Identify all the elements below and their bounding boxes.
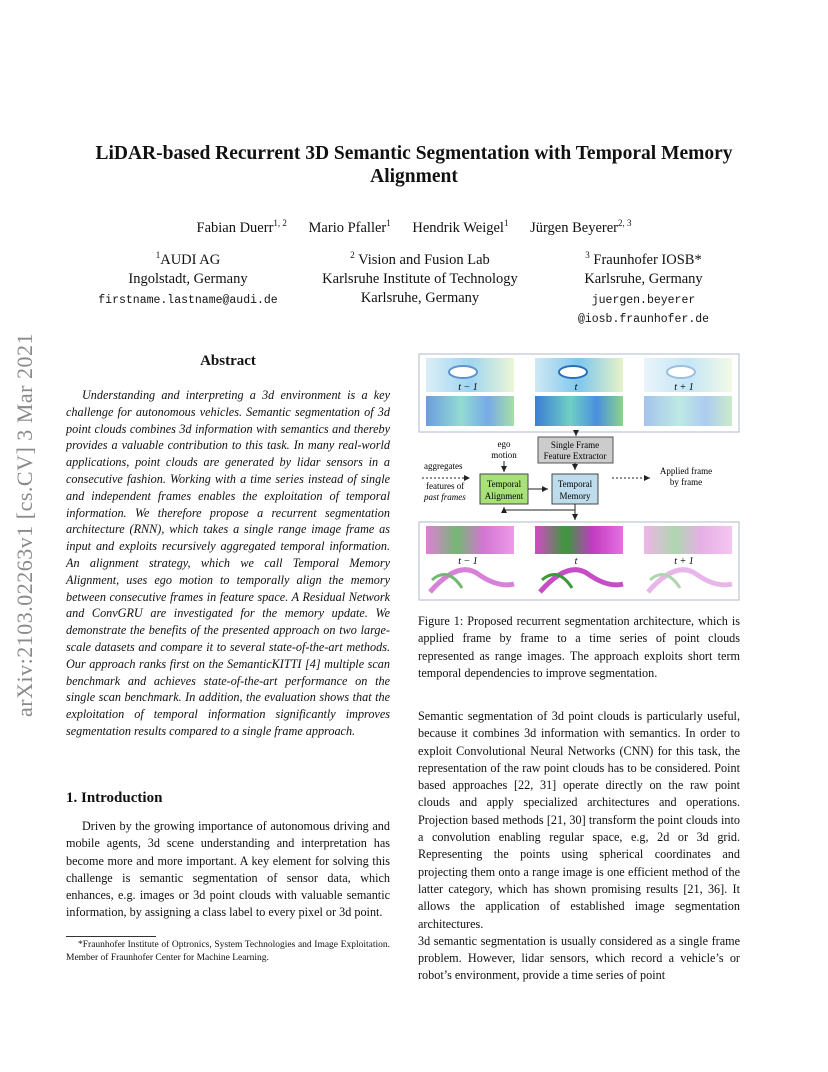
footnote: *Fraunhofer Institute of Optronics, System Technologies and Image Exploitation. Member of Fraunhofer Center for Machine Learning.: [66, 940, 390, 963]
range-image: [535, 396, 623, 426]
section-heading: 1. Introduction: [66, 790, 163, 806]
email: firstname.lastname@audi.de: [98, 293, 278, 307]
segmented-range-image: [644, 526, 732, 554]
svg-text:Alignment: Alignment: [484, 491, 524, 501]
author: Mario Pfaller$^1$: [308, 218, 391, 236]
applied-label: Applied frame: [659, 466, 713, 476]
frame-label: t + 1: [674, 382, 694, 393]
email: @iosb.fraunhofer.de: [577, 312, 710, 326]
abstract-heading: Abstract: [200, 353, 256, 369]
aggregates-label: aggregates: [424, 461, 463, 471]
figure-architecture: [418, 352, 740, 602]
author: Fabian Duerr$^{1, 2}$: [196, 218, 287, 236]
output-frame-t: [535, 526, 623, 592]
segmented-range-image: [426, 526, 514, 554]
frame-label: t + 1: [674, 556, 694, 567]
frame-label: t − 1: [458, 556, 478, 567]
past-frames-label: past frames: [424, 492, 466, 502]
svg-text:Memory: Memory: [559, 491, 591, 501]
applied-label: by frame: [669, 477, 703, 487]
body-paragraph: 3d semantic segmentation is usually considered as a single frame problem. However, lidar sensors, which record a vehicle’s or robot’s environment, provide a time series of point: [418, 933, 740, 983]
frame-label: t − 1: [458, 382, 478, 393]
affiliation: $^3$ Fraunhofer IOSB* Karlsruhe, Germany juergen.beyerer @iosb.fraunhofer.de: [556, 246, 731, 329]
body-paragraph: Semantic segmentation of 3d point clouds is particularly useful, because it combines 3d information with semantics. In order to exploit Convolutional Neural Networks (CNN) for this task, the representation of the raw point clouds has to be considered. Point based approaches [22, 31] operate directly on the raw point clouds and apply specialized architectures and operations. Projection based methods [21, 30] transform the point clouds into a convolution enabling regular space, e.g, 2d or 3d grid. Representing the points using spherical coordinates and projecting them onto a range image is one efficient method of the latter category, which has shown promising results [21, 36]. It allows the application of established image segmentation architectures.: [418, 709, 740, 931]
author-list: [60, 218, 768, 237]
range-image: [426, 396, 514, 426]
intro-paragraph: Driven by the growing importance of autonomous driving and mobile agents, 3d scene understanding and interpretation has become more and more important. A key element for solving this challenge is semantic segmentation of sensor data, which enhances, e.g. images or 3d point clouds with valuable semantic information, by assigning a class label to every pixel or 3d point.: [66, 819, 390, 920]
features-of-label: features of: [426, 481, 465, 491]
paper-title: LiDAR-based Recurrent 3D Semantic Segmentation with Temporal Memory Alignment: [95, 143, 733, 187]
right-column-text: [418, 708, 740, 985]
segmented-range-image: [535, 526, 623, 554]
email: juergen.beyerer: [591, 293, 696, 307]
architecture-diagram: [418, 352, 740, 602]
svg-text:Temporal: Temporal: [557, 479, 593, 489]
footnote-rule: [66, 936, 156, 937]
affiliation: $^1$AUDI AG Ingolstadt, Germany firstname.lastname@audi.de: [88, 246, 288, 310]
svg-text:Temporal: Temporal: [486, 479, 522, 489]
abstract-text: Understanding and interpreting a 3d environment is a key challenge for autonomous vehicles. Semantic segmentation of 3d point clouds combines 3d information with semantics and thereby provides a valuable contribution to this task. In many real-world applications, point clouds are generated by lidar sensors in a consecutive fashion. Working with a time series instead of single and independent frames enables the exploitation of temporal information. We therefore propose a recurrent segmentation architecture (RNN), which takes a single range image frame as input and exploits recursively aggregated temporal information. An alignment strategy, which we call Temporal Memory Alignment, uses ego motion to temporally align the memory between consecutive frames in feature space. A Residual Network and ConvGRU are investigated for the memory update. We demonstrate the benefits of the presented approach on two large-scale datasets and compare it to several state-of-the-art methods. Our approach ranks first on the SemanticKITTI [4] multiple scan benchmark and achieves state-of-the-art performance on the single scan benchmark. In addition, the evaluation shows that the exploitation of temporal information significantly improves segmentation results compared to a single frame approach.: [66, 388, 390, 738]
arxiv-stamp: arXiv:2103.02263v1 [cs.CV] 3 Mar 2021: [12, 333, 37, 717]
motion-label: motion: [491, 450, 517, 460]
ego-label: ego: [497, 439, 511, 449]
frame-label: t: [574, 556, 578, 567]
svg-text:Single Frame: Single Frame: [550, 440, 600, 450]
author: Hendrik Weigel$^1$: [412, 218, 509, 236]
affiliation: $^2$ Vision and Fusion Lab Karlsruhe Institute of Technology Karlsruhe, Germany: [322, 250, 518, 306]
svg-text:Feature Extractor: Feature Extractor: [543, 451, 607, 461]
figure-caption: Figure 1: Proposed recurrent segmentation architecture, which is applied frame by frame to a time series of point clouds represented as range images. The approach exploits short term temporal dependencies to improve segmentation.: [418, 614, 740, 680]
frame-label: t: [574, 382, 578, 393]
input-frame-t: [535, 358, 623, 426]
author: Jürgen Beyerer$^{2, 3}$: [530, 218, 632, 236]
range-image: [644, 396, 732, 426]
